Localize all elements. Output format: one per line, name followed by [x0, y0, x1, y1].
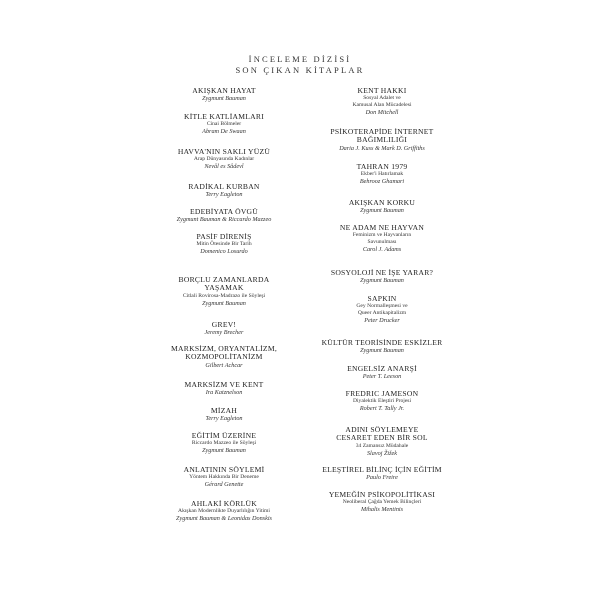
book-author: Robert T. Tally Jr. [359, 405, 405, 413]
book-title: BAĞIMLILIĞI [356, 135, 408, 145]
book-author: Slavoj Žižek [366, 449, 398, 457]
book-author: Don Mitchell [365, 109, 399, 117]
book-title: ADINI SÖYLEMEYE [345, 425, 419, 434]
book-author: Mihalis Mentinis [360, 506, 404, 514]
book-entry [282, 466, 482, 482]
book-author: Paulo Freire [366, 474, 398, 482]
book-author: Carol J. Adams [362, 246, 402, 254]
book-entry [282, 128, 482, 152]
book-title: AHLAKİ KÖRLÜK [191, 499, 257, 508]
series-subtitle: SON ÇIKAN KİTAPLAR [235, 65, 365, 75]
book-subtitle: Riccardo Mazzeo ile Söyleşi [191, 440, 257, 447]
book-title: MARKSİZM, ORYANTALİZM, [171, 344, 277, 353]
book-entry [282, 365, 482, 381]
book-author: Gilbert Achcar [205, 361, 243, 369]
book-title: RADİKAL KURBAN [188, 182, 260, 191]
book-title: YEMEĞİN PSİKOPOLİTİKASI [328, 490, 436, 499]
book-subtitle: Cinai Bölmeler [206, 121, 242, 128]
book-title: EĞİTİM ÜZERİNE [191, 431, 257, 440]
book-title: SAPKIN [367, 294, 397, 303]
book-subtitle: Akışkan Modernlikte Duyarlılığın Yitimi [178, 508, 270, 515]
book-title: HAVVA'NIN SAKLI YÜZÜ [177, 147, 271, 156]
series-title: İNCELEME DİZİSİ [248, 54, 352, 64]
book-title: ELEŞTİREL BİLİNÇ İÇİN EĞİTİM [322, 465, 442, 474]
book-author: Zygmunt Bauman & Riccardo Mazzeo [176, 216, 272, 224]
book-author: Domenico Losurdo [200, 248, 248, 256]
book-title: CESARET EDEN BİR SOL [336, 433, 428, 443]
book-title: PASİF DİRENİŞ [196, 232, 252, 241]
book-title: KOZMOPOLİTANİZM [185, 352, 263, 362]
book-author: Daria J. Kuss & Mark D. Griffiths [339, 144, 425, 152]
book-title: MARKSİZM VE KENT [184, 380, 264, 389]
book-author: Abram De Swaan [202, 128, 246, 136]
book-author: Jeremy Brecher [204, 329, 244, 337]
book-title: BORÇLU ZAMANLARDA [178, 275, 270, 284]
book-author: Terry Eagleton [205, 191, 243, 199]
book-title: PSİKOTERAPİDE İNTERNET [330, 127, 434, 136]
book-author: Nevâl es Sâdevî [204, 163, 244, 171]
book-title: KÜLTÜR TEORİSİNDE ESKİZLER [321, 338, 443, 347]
book-title: KENT HAKKI [357, 86, 407, 95]
book-author: Terry Eagleton [205, 415, 243, 423]
book-title: ANLATININ SÖYLEMİ [183, 465, 265, 474]
book-title: KİTLE KATLİAMLARI [184, 112, 264, 121]
book-author: Gérard Genette [204, 481, 244, 489]
book-author: Behrooz Ghamari [359, 178, 405, 186]
book-subtitle: Citlali Rovirosa-Madrazo ile Söyleşi [182, 292, 266, 299]
book-entry [282, 295, 482, 325]
book-title: SOSYOLOJİ NE İŞE YARAR? [330, 268, 434, 277]
book-author: Peter Drucker [364, 317, 400, 325]
book-subtitle: Diyalektik Eleştiri Projesi [352, 398, 412, 405]
book-entry [282, 224, 482, 254]
book-title: MİZAH [210, 406, 238, 415]
book-author: Zygmunt Bauman [202, 95, 246, 103]
book-entry [282, 163, 482, 186]
book-author: Zygmunt Bauman [202, 447, 246, 455]
book-entry [282, 199, 482, 215]
book-title: TAHRAN 1979 [356, 162, 408, 171]
book-subtitle: Kamusal Alan Mücadelesi [352, 102, 412, 109]
book-subtitle: Mitin Ötesinde Bir Tarih [196, 241, 252, 248]
book-subtitle: Sosyal Adalet ve [363, 95, 401, 102]
book-subtitle: Ekber'i Hatırlamak [360, 171, 404, 178]
book-entry [282, 269, 482, 285]
book-title: EDEBİYATA ÖVGÜ [189, 207, 259, 216]
book-author: Ira Katznelson [205, 389, 243, 397]
book-entry [282, 491, 482, 514]
book-subtitle: Queer Antikapitalizm [357, 310, 407, 317]
book-author: Peter T. Leeson [362, 373, 402, 381]
book-subtitle: Feminizm ve Hayvanların [352, 232, 412, 239]
book-title: ENGELSİZ ANARŞİ [347, 364, 417, 373]
book-title: YAŞAMAK [204, 283, 244, 293]
book-author: Zygmunt Bauman [360, 347, 404, 355]
book-subtitle: Arap Dünyasında Kadınlar [193, 156, 255, 163]
book-title: AKIŞKAN KORKU [348, 198, 416, 207]
book-subtitle: 34 Zamansız Müdahale [355, 442, 409, 449]
book-title: GREV! [211, 320, 237, 329]
book-title: AKIŞKAN HAYAT [192, 86, 256, 95]
book-subtitle: Gey Normalleşmesi ve [356, 303, 408, 310]
book-author: Zygmunt Bauman [360, 207, 404, 215]
book-entry [282, 87, 482, 117]
book-subtitle: Savunulması [367, 239, 397, 246]
book-subtitle: Neoliberal Çağda Yemek Bilinçleri [342, 499, 422, 506]
book-title: FREDRIC JAMESON [345, 389, 419, 398]
book-entry [282, 390, 482, 413]
book-entry [282, 339, 482, 355]
book-author: Zygmunt Bauman & Leonidas Donskis [176, 515, 272, 523]
book-title: NE ADAM NE HAYVAN [339, 223, 425, 232]
book-entry [282, 426, 482, 457]
book-author: Zygmunt Bauman [360, 277, 404, 285]
book-subtitle: Yöntem Hakkında Bir Deneme [189, 474, 259, 481]
book-author: Zygmunt Bauman [202, 299, 246, 307]
